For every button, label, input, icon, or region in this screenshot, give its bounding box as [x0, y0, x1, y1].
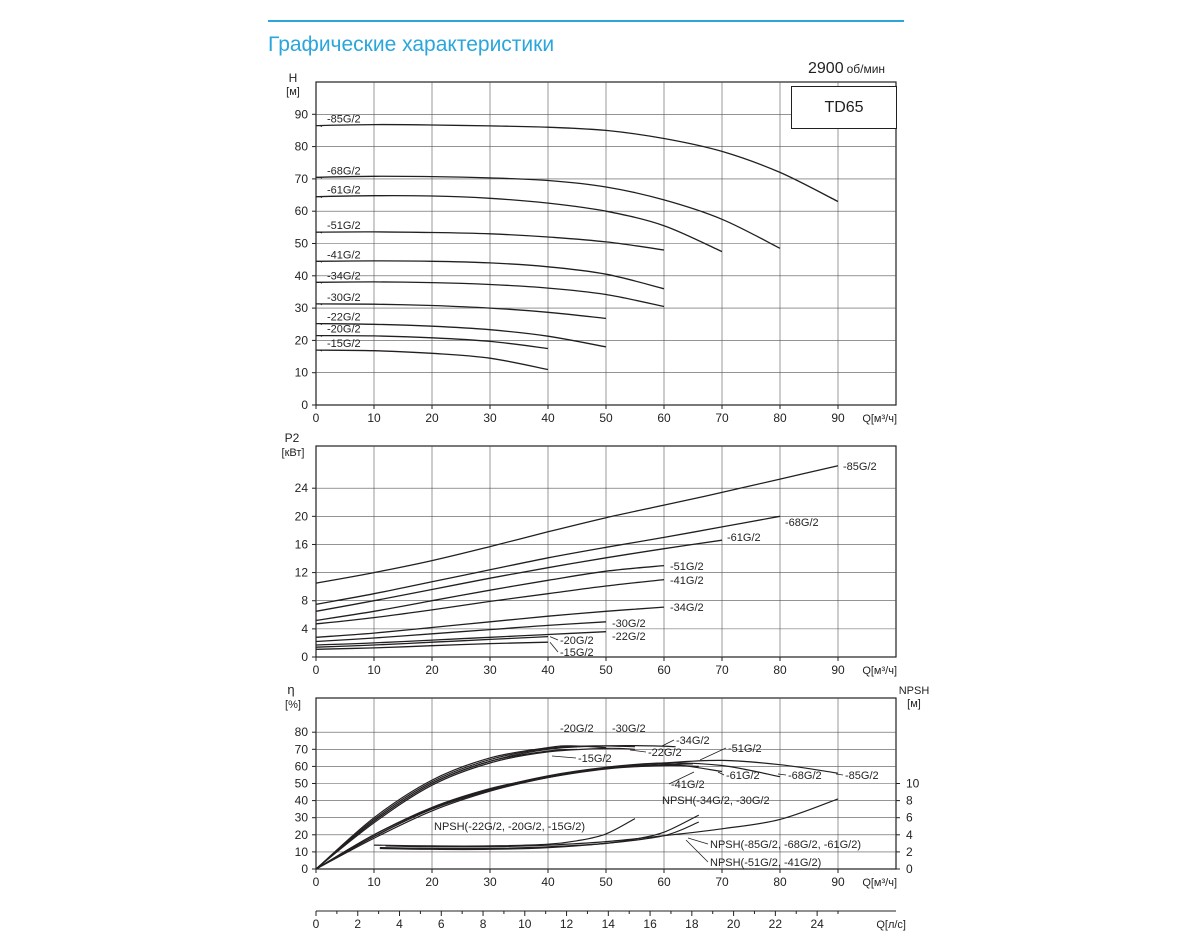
head-curve	[316, 125, 838, 202]
series-label: -61G/2	[327, 184, 361, 197]
x2-tick-label: 20	[726, 917, 741, 931]
y2-tick-label: 0	[906, 862, 913, 876]
series-label: -22G/2	[648, 747, 682, 759]
y-tick-label: 40	[294, 268, 308, 283]
series-label: -20G/2	[327, 323, 361, 336]
efficiency-curve	[316, 746, 676, 869]
leader-line	[550, 637, 558, 640]
y-tick-label: 30	[294, 301, 308, 316]
series-label: -85G/2	[845, 770, 879, 782]
leader-line	[718, 772, 724, 775]
y-tick-label: 80	[294, 725, 308, 740]
x-tick-label: 10	[367, 875, 381, 889]
y-tick-label: 50	[294, 776, 308, 791]
series-label: -30G/2	[612, 723, 646, 735]
series-label: -15G/2	[560, 647, 594, 659]
series-label: -34G/2	[670, 602, 704, 614]
y-tick-label: 90	[294, 107, 308, 122]
y-axis-unit: [кВт]	[281, 447, 305, 459]
series-label: -51G/2	[728, 743, 762, 755]
npsh-label: NPSH(-51G/2, -41G/2)	[710, 857, 822, 869]
y-tick-label: 24	[294, 481, 308, 496]
y-tick-label: 8	[301, 593, 308, 608]
x-tick-label: 80	[773, 875, 787, 889]
x-tick-label: 40	[541, 875, 555, 889]
x2-tick-label: 6	[437, 917, 445, 931]
y-tick-label: 0	[301, 650, 308, 664]
x-tick-label: 30	[483, 875, 497, 889]
y-tick-label: 0	[301, 398, 308, 412]
series-label: -15G/2	[578, 753, 612, 765]
rpm-value: 2900	[808, 60, 844, 77]
y2-axis-unit: [м]	[907, 698, 921, 710]
series-label: -85G/2	[327, 113, 361, 126]
series-label: -68G/2	[788, 770, 822, 782]
leader-line	[552, 756, 576, 758]
y-tick-label: 20	[294, 509, 308, 524]
leader-line	[550, 642, 558, 652]
x2-tick-label: 22	[768, 917, 783, 931]
x2-tick-label: 10	[518, 917, 532, 931]
npsh-label: NPSH(-22G/2, -20G/2, -15G/2)	[434, 821, 585, 833]
series-label: -41G/2	[671, 779, 705, 791]
series-label: -85G/2	[843, 461, 877, 473]
x-tick-label: 70	[715, 663, 729, 677]
x-tick-label: 0	[312, 411, 320, 425]
x-tick-label: 0	[312, 663, 320, 677]
x-tick-label: 70	[715, 411, 729, 425]
npsh-label: NPSH(-34G/2, -30G/2	[662, 795, 770, 807]
series-label: -30G/2	[612, 618, 646, 630]
x2-tick-label: 4	[396, 917, 403, 931]
model-label-box: TD65	[791, 86, 897, 129]
y-tick-label: 70	[294, 171, 308, 186]
y-axis-unit: [%]	[285, 699, 301, 711]
y2-tick-label: 4	[906, 827, 913, 842]
x-tick-label: 70	[715, 875, 729, 889]
y-tick-label: 30	[294, 810, 308, 825]
x-axis-label: Q[м³/ч]	[862, 665, 897, 677]
x-axis-label: Q[м³/ч]	[862, 877, 897, 889]
x-tick-label: 90	[831, 875, 845, 889]
x-tick-label: 90	[831, 663, 845, 677]
series-label: -41G/2	[327, 249, 361, 262]
x-tick-label: 10	[367, 663, 381, 677]
series-label: -41G/2	[670, 575, 704, 587]
y-tick-label: 80	[294, 139, 308, 154]
series-label: -51G/2	[327, 220, 361, 233]
series-label: -20G/2	[560, 723, 594, 735]
x-tick-label: 90	[831, 411, 845, 425]
y-tick-label: 50	[294, 236, 308, 251]
series-label: -68G/2	[785, 517, 819, 529]
efficiency-curve	[316, 764, 693, 869]
series-label: -30G/2	[327, 291, 361, 304]
x-tick-label: 30	[483, 663, 497, 677]
y-tick-label: 60	[294, 759, 308, 774]
efficiency-curve	[316, 746, 606, 869]
x-tick-label: 80	[773, 411, 787, 425]
efficiency-curve	[316, 765, 699, 869]
x-tick-label: 20	[425, 663, 439, 677]
y-axis-label: η	[287, 682, 295, 697]
efficiency-curve	[316, 760, 838, 869]
page-title: Графические характеристики	[268, 33, 555, 56]
leader-line	[688, 838, 708, 844]
series-label: -22G/2	[612, 631, 646, 643]
x2-axis-label: Q[л/с]	[876, 919, 906, 931]
efficiency-curve	[316, 749, 577, 869]
x2-tick-label: 18	[685, 917, 699, 931]
y-tick-label: 4	[301, 621, 308, 636]
y-tick-label: 70	[294, 742, 308, 757]
x-tick-label: 50	[599, 411, 613, 425]
series-label: -61G/2	[726, 770, 760, 782]
power-chart	[282, 431, 897, 677]
y-tick-label: 0	[301, 862, 308, 876]
series-label: -34G/2	[676, 735, 710, 747]
series-label: -22G/2	[327, 311, 361, 324]
power-curve	[316, 466, 838, 583]
y2-tick-label: 2	[906, 844, 913, 859]
x-tick-label: 50	[599, 663, 613, 677]
leader-line	[836, 774, 843, 775]
y2-tick-label: 6	[906, 810, 913, 825]
x-tick-label: 20	[425, 875, 439, 889]
leader-line	[630, 750, 646, 752]
y2-tick-label: 8	[906, 793, 913, 808]
y-tick-label: 40	[294, 793, 308, 808]
x-tick-label: 60	[657, 875, 671, 889]
x-tick-label: 30	[483, 411, 497, 425]
y-tick-label: 20	[294, 827, 308, 842]
x-axis-label: Q[м³/ч]	[862, 413, 897, 425]
x-tick-label: 0	[312, 875, 320, 889]
y-tick-label: 10	[294, 365, 308, 380]
x-tick-label: 80	[773, 663, 787, 677]
npsh-label: NPSH(-85G/2, -68G/2, -61G/2)	[710, 839, 861, 851]
rpm-unit: об/мин	[846, 62, 886, 76]
efficiency-curve	[316, 764, 722, 869]
series-label: -20G/2	[560, 635, 594, 647]
series-label: -15G/2	[327, 338, 361, 351]
x2-tick-label: 12	[559, 917, 574, 931]
series-label: -34G/2	[327, 270, 361, 283]
y-tick-label: 60	[294, 204, 308, 219]
y-tick-label: 10	[294, 844, 308, 859]
x2-tick-label: 14	[601, 917, 615, 931]
x2-tick-label: 24	[810, 917, 824, 931]
x-tick-label: 40	[541, 411, 555, 425]
x2-tick-label: 2	[354, 917, 362, 931]
y-tick-label: 12	[294, 565, 308, 580]
y-axis-label: H	[288, 71, 298, 85]
series-label: -68G/2	[327, 165, 361, 178]
x2-tick-label: 8	[479, 917, 487, 931]
series-label: -51G/2	[670, 561, 704, 573]
x-tick-label: 40	[541, 663, 555, 677]
x-tick-label: 50	[599, 875, 613, 889]
x-tick-label: 60	[657, 663, 671, 677]
x-tick-label: 10	[367, 411, 381, 425]
x2-tick-label: 0	[312, 917, 320, 931]
leader-line	[778, 774, 786, 775]
y-tick-label: 20	[294, 333, 308, 348]
y-axis-label: P2	[284, 431, 300, 445]
x2-tick-label: 16	[643, 917, 657, 931]
y2-axis-label: NPSH	[898, 685, 930, 697]
y-tick-label: 16	[294, 537, 308, 552]
x-tick-label: 20	[425, 411, 439, 425]
efficiency-npsh-chart	[285, 682, 929, 931]
y-axis-unit: [м]	[286, 86, 300, 98]
series-label: -61G/2	[727, 532, 761, 544]
x-tick-label: 60	[657, 411, 671, 425]
y2-tick-label: 10	[906, 776, 920, 791]
